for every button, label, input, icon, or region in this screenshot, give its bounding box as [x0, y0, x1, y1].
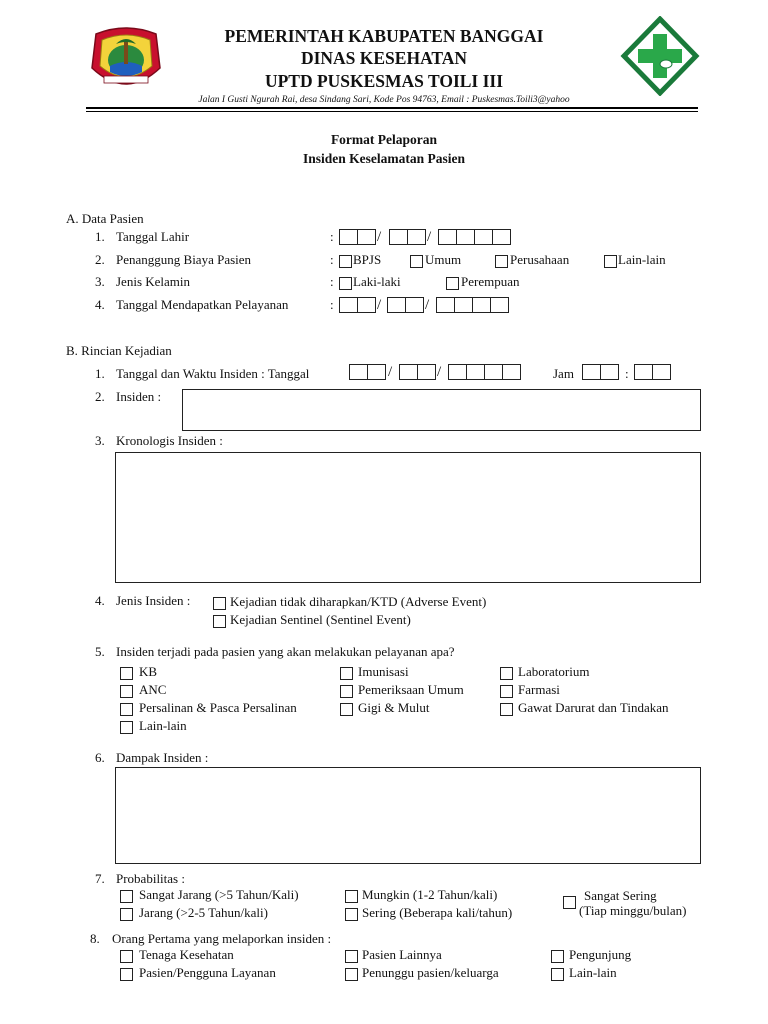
- birth-year-boxes[interactable]: [438, 229, 510, 245]
- birth-date-number: 1.: [95, 229, 105, 244]
- service-farmasi-checkbox[interactable]: [500, 685, 513, 698]
- header-rule-thin: [86, 111, 698, 112]
- sentinel-checkbox[interactable]: [213, 615, 226, 628]
- prob-mungkin-checkbox[interactable]: [345, 890, 358, 903]
- service-anc-checkbox[interactable]: [120, 685, 133, 698]
- reporter-tenaga-label: Tenaga Kesehatan: [139, 947, 234, 962]
- chronology-label: Kronologis Insiden :: [116, 433, 223, 448]
- section-a-heading: A. Data Pasien: [66, 211, 144, 226]
- service-imunisasi-checkbox[interactable]: [340, 667, 353, 680]
- service-day-boxes[interactable]: [339, 297, 375, 313]
- payer-umum-checkbox[interactable]: [410, 255, 423, 268]
- gender-female-label: Perempuan: [461, 274, 520, 289]
- incident-time-colon: :: [625, 366, 629, 381]
- birth-date-colon: :: [330, 229, 334, 244]
- prob-sering-label: Sering (Beberapa kali/tahun): [362, 905, 513, 920]
- sentinel-label: Kejadian Sentinel (Sentinel Event): [230, 612, 411, 627]
- reporter-pasien-checkbox[interactable]: [120, 968, 133, 981]
- gender-male-checkbox[interactable]: [339, 277, 352, 290]
- reporter-pengunjung-checkbox[interactable]: [551, 950, 564, 963]
- incident-date-slash-2: /: [437, 364, 442, 380]
- section-b-heading: B. Rincian Kejadian: [66, 343, 172, 358]
- payer-perusahaan-label: Perusahaan: [510, 252, 570, 267]
- impact-textbox[interactable]: [115, 767, 701, 864]
- prob-sering-checkbox[interactable]: [345, 908, 358, 921]
- gender-label: Jenis Kelamin: [116, 274, 191, 289]
- incident-textbox[interactable]: [182, 389, 701, 431]
- incident-minute-boxes[interactable]: [634, 364, 670, 380]
- reporter-pengunjung-label: Pengunjung: [569, 947, 632, 962]
- prob-sangat-sering-checkbox[interactable]: [563, 896, 576, 909]
- birth-date-label: Tanggal Lahir: [116, 229, 190, 244]
- prob-sangat-sering-detail: (Tiap minggu/bulan): [579, 903, 687, 918]
- service-persalinan-label: Persalinan & Pasca Persalinan: [139, 700, 297, 715]
- prob-jarang-checkbox[interactable]: [120, 908, 133, 921]
- department-name: DINAS KESEHATAN: [300, 48, 468, 68]
- incident-day-boxes[interactable]: [349, 364, 385, 380]
- payer-umum-label: Umum: [425, 252, 462, 267]
- service-date-slash-1: /: [377, 297, 382, 313]
- incident-date-slash-1: /: [388, 364, 393, 380]
- service-date-slash-2: /: [425, 297, 430, 313]
- chronology-textbox[interactable]: [115, 452, 701, 583]
- service-lainlain-label: Lain-lain: [139, 718, 187, 733]
- gender-colon: :: [330, 274, 334, 289]
- ktd-checkbox[interactable]: [213, 597, 226, 610]
- incident-type-label: Jenis Insiden :: [116, 593, 191, 608]
- reporter-pasien-lainnya-checkbox[interactable]: [345, 950, 358, 963]
- service-gawatdarurat-label: Gawat Darurat dan Tindakan: [518, 700, 669, 715]
- unit-name: UPTD PUSKESMAS TOILI III: [264, 71, 504, 91]
- prob-jarang-label: Jarang (>2-5 Tahun/kali): [139, 905, 268, 920]
- reporter-label: Orang Pertama yang melaporkan insiden :: [112, 931, 332, 946]
- form-title: Format Pelaporan: [330, 132, 438, 147]
- service-type-label: Insiden terjadi pada pasien yang akan melakukan pelayanan apa?: [116, 644, 455, 659]
- service-kb-label: KB: [139, 664, 158, 679]
- probability-number: 7.: [95, 871, 105, 886]
- service-imunisasi-label: Imunisasi: [358, 664, 409, 679]
- service-date-label: Tanggal Mendapatkan Pelayanan: [116, 297, 289, 312]
- header-rule-thick: [86, 107, 698, 109]
- puskesmas-cross-logo-icon: [620, 16, 700, 96]
- payer-bpjs-checkbox[interactable]: [339, 255, 352, 268]
- reporter-tenaga-checkbox[interactable]: [120, 950, 133, 963]
- service-gawatdarurat-checkbox[interactable]: [500, 703, 513, 716]
- impact-number: 6.: [95, 750, 105, 765]
- service-anc-label: ANC: [139, 682, 167, 697]
- ktd-label: Kejadian tidak diharapkan/KTD (Adverse Event): [230, 594, 487, 609]
- incident-datetime-number: 1.: [95, 366, 105, 381]
- reporter-pasien-label: Pasien/Pengguna Layanan: [139, 965, 276, 980]
- probability-label: Probabilitas :: [116, 871, 185, 886]
- reporter-lainlain-checkbox[interactable]: [551, 968, 564, 981]
- prob-sangat-sering-label: Sangat Sering: [584, 888, 657, 903]
- incident-year-boxes[interactable]: [448, 364, 520, 380]
- prob-sangat-jarang-label: Sangat Jarang (>5 Tahun/Kali): [139, 887, 299, 902]
- service-persalinan-checkbox[interactable]: [120, 703, 133, 716]
- service-gigi-checkbox[interactable]: [340, 703, 353, 716]
- agency-name: PEMERINTAH KABUPATEN BANGGAI: [224, 26, 544, 46]
- prob-mungkin-label: Mungkin (1-2 Tahun/kali): [362, 887, 498, 902]
- service-kb-checkbox[interactable]: [120, 667, 133, 680]
- service-laboratorium-label: Laboratorium: [518, 664, 590, 679]
- service-lainlain-checkbox[interactable]: [120, 721, 133, 734]
- payer-colon: :: [330, 252, 334, 267]
- birth-date-slash-2: /: [427, 229, 432, 245]
- birth-day-boxes[interactable]: [339, 229, 375, 245]
- service-farmasi-label: Farmasi: [518, 682, 560, 697]
- incident-datetime-label: Tanggal dan Waktu Insiden : Tanggal: [116, 366, 310, 381]
- payer-lainlain-checkbox[interactable]: [604, 255, 617, 268]
- gender-female-checkbox[interactable]: [446, 277, 459, 290]
- birth-date-slash-1: /: [377, 229, 382, 245]
- service-gigi-label: Gigi & Mulut: [358, 700, 430, 715]
- reporter-penunggu-label: Penunggu pasien/keluarga: [362, 965, 499, 980]
- reporter-penunggu-checkbox[interactable]: [345, 968, 358, 981]
- service-month-boxes[interactable]: [387, 297, 423, 313]
- incident-time-label: Jam: [553, 366, 574, 381]
- address-line: Jalan I Gusti Ngurah Rai, desa Sindang Sari, Kode Pos 94763, Email : Puskesmas.Toili3@yahoo: [198, 95, 570, 105]
- payer-bpjs-label: BPJS: [353, 252, 382, 267]
- service-laboratorium-checkbox[interactable]: [500, 667, 513, 680]
- service-date-number: 4.: [95, 297, 105, 312]
- service-date-colon: :: [330, 297, 334, 312]
- reporter-number: 8.: [90, 931, 100, 946]
- service-pemeriksaan-checkbox[interactable]: [340, 685, 353, 698]
- gender-male-label: Laki-laki: [353, 274, 401, 289]
- prob-sangat-jarang-checkbox[interactable]: [120, 890, 133, 903]
- gender-number: 3.: [95, 274, 105, 289]
- incident-month-boxes[interactable]: [399, 364, 435, 380]
- reporter-lainlain-label: Lain-lain: [569, 965, 617, 980]
- service-pemeriksaan-label: Pemeriksaan Umum: [358, 682, 464, 697]
- reporter-pasien-lainnya-label: Pasien Lainnya: [362, 947, 442, 962]
- payer-number: 2.: [95, 252, 105, 267]
- payer-lainlain-label: Lain-lain: [618, 252, 666, 267]
- payer-label: Penanggung Biaya Pasien: [116, 252, 252, 267]
- incident-hour-boxes[interactable]: [582, 364, 618, 380]
- incident-number: 2.: [95, 389, 105, 404]
- chronology-number: 3.: [95, 433, 105, 448]
- birth-month-boxes[interactable]: [389, 229, 425, 245]
- incident-label: Insiden :: [116, 389, 162, 404]
- service-type-number: 5.: [95, 644, 105, 659]
- service-year-boxes[interactable]: [436, 297, 508, 313]
- form-subtitle: Insiden Keselamatan Pasien: [302, 151, 465, 166]
- incident-type-number: 4.: [95, 593, 105, 608]
- payer-perusahaan-checkbox[interactable]: [495, 255, 508, 268]
- impact-label: Dampak Insiden :: [116, 750, 209, 765]
